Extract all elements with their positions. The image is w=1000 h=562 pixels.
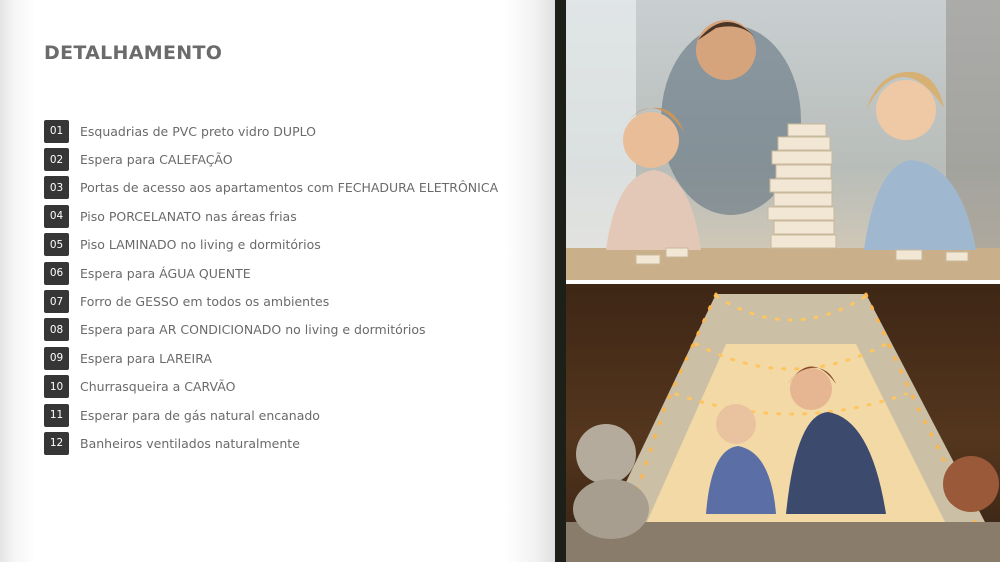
item-label: Piso PORCELANATO nas áreas frias bbox=[80, 208, 297, 224]
item-number-badge: 04 bbox=[44, 205, 69, 228]
item-number-badge: 06 bbox=[44, 262, 69, 285]
item-label: Esquadrias de PVC preto vidro DUPLO bbox=[80, 123, 316, 139]
item-number-badge: 05 bbox=[44, 233, 69, 256]
item-number-badge: 12 bbox=[44, 432, 69, 455]
item-number-badge: 11 bbox=[44, 404, 69, 427]
photo-family-block-tower-icon bbox=[566, 0, 1000, 280]
list-item bbox=[44, 373, 498, 401]
list-item bbox=[44, 174, 498, 202]
list-item bbox=[44, 287, 498, 315]
item-label: Piso LAMINADO no living e dormitórios bbox=[80, 237, 321, 253]
list-item bbox=[44, 316, 498, 344]
item-label: Esperar para de gás natural encanado bbox=[80, 407, 320, 423]
item-label: Espera para LAREIRA bbox=[80, 350, 212, 366]
item-number-badge: 01 bbox=[44, 120, 69, 143]
item-label: Banheiros ventilados naturalmente bbox=[80, 435, 300, 451]
item-label: Espera para AR CONDICIONADO no living e dormitórios bbox=[80, 322, 426, 338]
item-label: Portas de acesso aos apartamentos com FECHADURA ELETRÔNICA bbox=[80, 180, 499, 196]
list-item bbox=[44, 202, 498, 230]
item-label: Espera para CALEFAÇÃO bbox=[80, 152, 233, 168]
blanket-fort-photo bbox=[566, 284, 1000, 562]
item-number-badge: 02 bbox=[44, 148, 69, 171]
list-item bbox=[44, 259, 498, 287]
photo-blanket-fort-lights-icon bbox=[566, 284, 1000, 562]
list-item bbox=[44, 429, 498, 457]
vertical-divider bbox=[555, 0, 566, 562]
feature-list bbox=[44, 117, 498, 458]
item-label: Forro de GESSO em todos os ambientes bbox=[80, 294, 330, 310]
family-block-tower-photo bbox=[566, 0, 1000, 280]
item-number-badge: 08 bbox=[44, 318, 69, 341]
list-item bbox=[44, 117, 498, 145]
list-item bbox=[44, 231, 498, 259]
list-item bbox=[44, 145, 498, 173]
list-item bbox=[44, 344, 498, 372]
list-item bbox=[44, 401, 498, 429]
item-number-badge: 07 bbox=[44, 290, 69, 313]
item-number-badge: 03 bbox=[44, 176, 69, 199]
item-label: Churrasqueira a CARVÃO bbox=[80, 379, 236, 395]
page-title: DETALHAMENTO bbox=[44, 42, 223, 64]
item-label: Espera para ÁGUA QUENTE bbox=[80, 265, 251, 281]
item-number-badge: 09 bbox=[44, 347, 69, 370]
item-number-badge: 10 bbox=[44, 375, 69, 398]
